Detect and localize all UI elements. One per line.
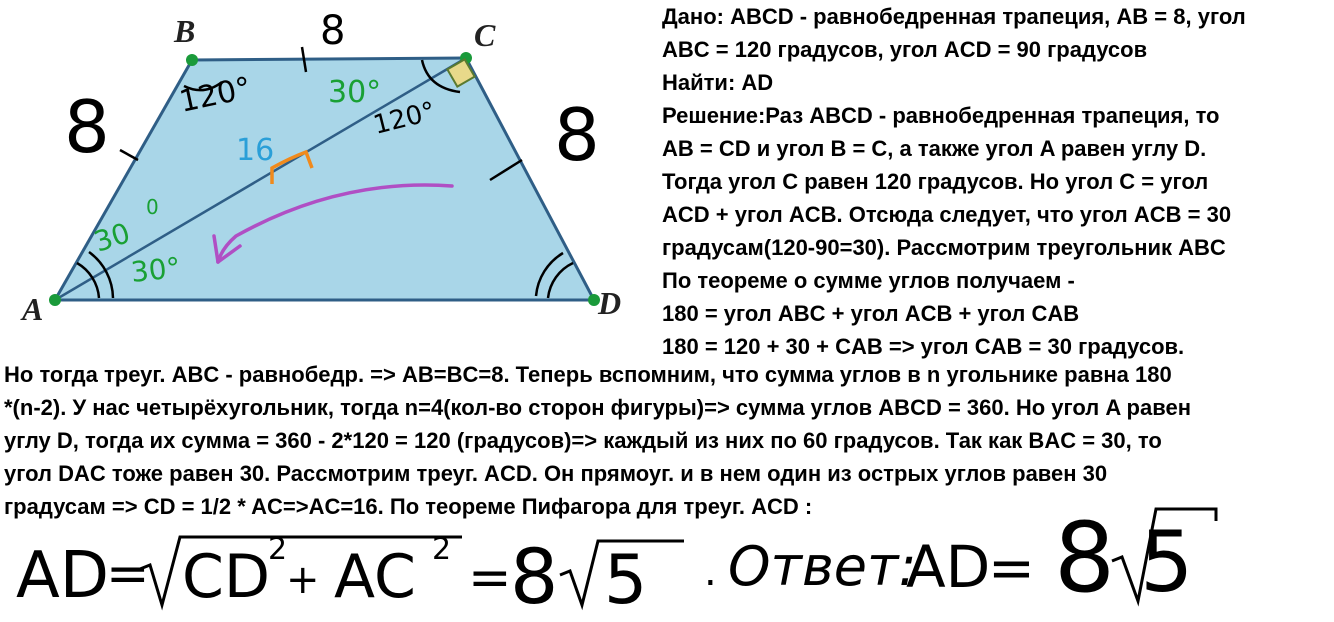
vertex-label-d: D	[598, 285, 622, 321]
label-small-mark: 0	[146, 195, 159, 219]
vertex-label-a: A	[22, 291, 44, 327]
label-angle-bca-2: 120°	[370, 96, 439, 141]
vertex-b	[186, 54, 198, 66]
solution-text-right	[662, 0, 1246, 363]
text-line: Решение:Раз ABCD - равнобедренная трапеция, то	[662, 103, 1220, 128]
formula-ac: AC	[334, 542, 416, 612]
label-angle-cad: 30°	[129, 250, 183, 289]
formula-radicand: 5	[604, 541, 648, 620]
text-line: 180 = угол ABC + угол ACB + угол CAB	[662, 301, 1080, 326]
vertex-a	[49, 294, 61, 306]
formula-coef: 8	[510, 532, 559, 621]
text-line: ABC = 120 градусов, угол ACD = 90 градусов	[662, 37, 1148, 62]
formula-dot: .	[704, 549, 717, 595]
formula-plus: +	[286, 557, 320, 603]
label-bc-length: 8	[320, 8, 346, 54]
label-cd-length: 8	[554, 93, 600, 177]
text-line: углу D, тогда их сумма = 360 - 2*120 = 120 (градусов)=> каждый из них по 60 градусов. Так как BAC = 30, то	[4, 428, 1162, 453]
answer-ad: AD	[906, 533, 991, 601]
text-line: По теореме о сумме углов получаем -	[662, 268, 1075, 293]
text-line: градусам => CD = 1/2 * AC=>AC=16. По теореме Пифагора для треуг. ACD :	[4, 494, 813, 519]
text-line: Тогда угол C равен 120 градусов. Но угол C = угол	[662, 169, 1209, 194]
vertex-label-c: C	[474, 17, 496, 53]
text-line: 180 = 120 + 30 + CAB => угол CAB = 30 градусов.	[662, 334, 1185, 359]
formula-eq1: =	[106, 544, 150, 604]
label-angle-b: 120°	[176, 70, 255, 120]
text-line: AB = CD и угол B = C, а также угол A равен углу D.	[662, 136, 1207, 161]
label-angle-bca: 30°	[328, 75, 382, 110]
text-line: *(n-2). У нас четырёхугольник, тогда n=4(кол-во сторон фигуры)=> сумма углов ABCD = 360. Но угол A равен	[4, 395, 1191, 420]
label-ab-length: 8	[64, 85, 110, 169]
answer-coef: 8	[1054, 505, 1116, 614]
formula-eq2: =	[468, 548, 512, 608]
text-line: Найти: AD	[662, 70, 774, 95]
formula-ad: AD	[16, 539, 110, 613]
text-line: ACD + угол ACB. Отсюда следует, что угол ACB = 30	[662, 202, 1232, 227]
text-line: Дано: ABCD - равнобедренная трапеция, AB = 8, угол	[662, 4, 1246, 29]
vertex-label-b: B	[174, 13, 196, 49]
formula-sq2: 2	[432, 532, 452, 567]
text-line: Но тогда треуг. ABC - равнобедр. => AB=BC=8. Теперь вспомним, что сумма углов в n угольнике равна 180	[4, 362, 1172, 387]
text-line: градусам(120-90=30). Рассмотрим треугольник ABC	[662, 235, 1226, 260]
label-angle-bac: 30	[89, 216, 135, 259]
text-line: угол DAC тоже равен 30. Рассмотрим треуг. ACD. Он прямоуг. и в нем один из острых углов равен 30	[4, 461, 1108, 486]
answer-eq: =	[988, 536, 1035, 601]
edge-bc	[192, 58, 466, 60]
formula-sq1: 2	[268, 532, 288, 567]
answer-word: Ответ:	[728, 535, 917, 598]
tick-ab	[120, 150, 138, 160]
solution-text-bottom	[4, 358, 1191, 523]
handwritten-formula	[0, 505, 1334, 622]
label-diagonal-ac: 16	[236, 133, 275, 168]
formula-cd: CD	[182, 542, 271, 612]
answer-radicand: 5	[1140, 513, 1194, 611]
